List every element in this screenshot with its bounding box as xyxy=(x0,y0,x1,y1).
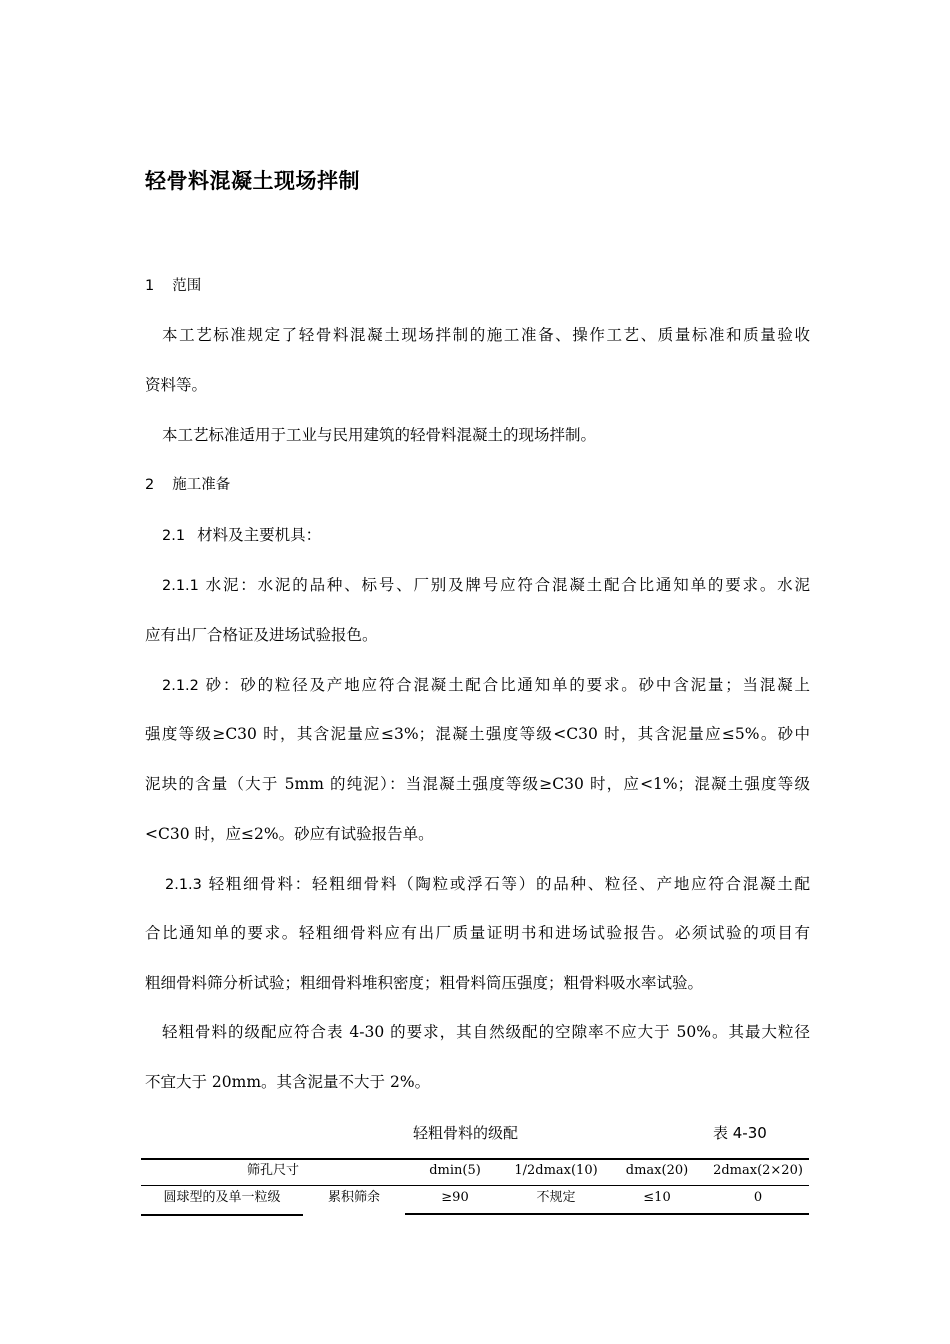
paragraph-line: 不宜大于 20mm。其含泥量不大于 2%。 xyxy=(145,1073,431,1091)
subsection-number: 2.1.1 xyxy=(162,578,199,594)
table-caption: 轻粗骨料的级配 xyxy=(413,1124,519,1142)
table-cell: 圆球型的及单一粒级 xyxy=(163,1190,281,1205)
paragraph-line: 2.1.2 砂：砂的粒径及产地应符合混凝土配合比通知单的要求。砂中含泥量；当混凝上 xyxy=(162,676,810,694)
paragraph-line: 资料等。 xyxy=(145,376,208,394)
section-title: 范围 xyxy=(172,278,202,294)
table-row-rule xyxy=(141,1214,303,1216)
paragraph-line: 2.1.3 轻粗细骨料：轻粗细骨料（陶粒或浮石等）的品种、粒径、产地应符合混凝土配 xyxy=(165,875,810,893)
section-1-heading xyxy=(145,275,810,297)
paragraph-line: 合比通知单的要求。轻粗细骨料应有出厂质量证明书和进场试验报告。必须试验的项目有 xyxy=(145,924,810,942)
subsection-number: 2.1.3 xyxy=(165,877,202,893)
paragraph-line: 泥块的含量（大于 5mm 的纯泥）：当混凝土强度等级≥C30 时，应<1%；混凝土强度等级 xyxy=(145,775,810,793)
table-row-rule xyxy=(405,1213,809,1215)
paragraph-line: 本工艺标准规定了轻骨料混凝土现场拌制的施工准备、操作工艺、质量标准和质量验收 xyxy=(162,326,810,344)
section-2-heading xyxy=(145,474,810,496)
paragraph-line: 本工艺标准适用于工业与民用建筑的轻骨料混凝土的现场拌制。 xyxy=(162,426,597,444)
table-cell: 0 xyxy=(753,1190,763,1205)
table-number: 表 4-30 xyxy=(713,1124,767,1142)
subsection-2-1-heading xyxy=(145,524,827,547)
paragraph-line: <C30 时，应≤2%。砂应有试验报告单。 xyxy=(145,825,434,843)
paragraph-line: 2.1.1 水泥：水泥的品种、标号、厂别及牌号应符合混凝土配合比通知单的要求。水泥 xyxy=(162,576,810,594)
paragraph-line: 应有出厂合格证及进场试验报色。 xyxy=(145,626,378,644)
page-title: 轻骨料混凝土现场拌制 xyxy=(145,169,360,193)
section-number: 1 xyxy=(145,278,155,294)
paragraph-line: 强度等级≥C30 时，其含泥量应≤3%；混凝土强度等级<C30 时，其含泥量应≤5%。砂中 xyxy=(145,725,810,743)
paragraph-line: 粗细骨料筛分析试验；粗细骨料堆积密度；粗骨料筒压强度；粗骨料吸水率试验。 xyxy=(145,974,704,992)
table-header-rule xyxy=(141,1185,809,1186)
table-header-cell: 2dmax(2×20) xyxy=(713,1163,803,1178)
paragraph-line: 轻粗骨料的级配应符合表 4-30 的要求，其自然级配的空隙率不应大于 50%。其最大粒径 xyxy=(162,1023,810,1041)
table-cell: ≥90 xyxy=(441,1190,469,1205)
subsection-title: 材料及主要机具： xyxy=(197,526,322,544)
table-header-cell: dmax(20) xyxy=(625,1163,689,1178)
subsection-number: 2.1.2 xyxy=(162,678,199,694)
section-title: 施工准备 xyxy=(172,477,231,493)
subsection-number: 2.1 xyxy=(162,528,186,544)
table-header-cell: 1/2dmax(10) xyxy=(514,1163,598,1178)
table-header-cell: dmin(5) xyxy=(429,1163,481,1178)
table-cell: ≤10 xyxy=(643,1190,671,1205)
table-cell: 累积筛余 xyxy=(327,1190,380,1205)
table-cell: 不规定 xyxy=(536,1190,576,1205)
table-top-rule xyxy=(141,1158,809,1160)
table-header-cell: 筛孔尺寸 xyxy=(246,1163,299,1178)
section-number: 2 xyxy=(145,477,155,493)
